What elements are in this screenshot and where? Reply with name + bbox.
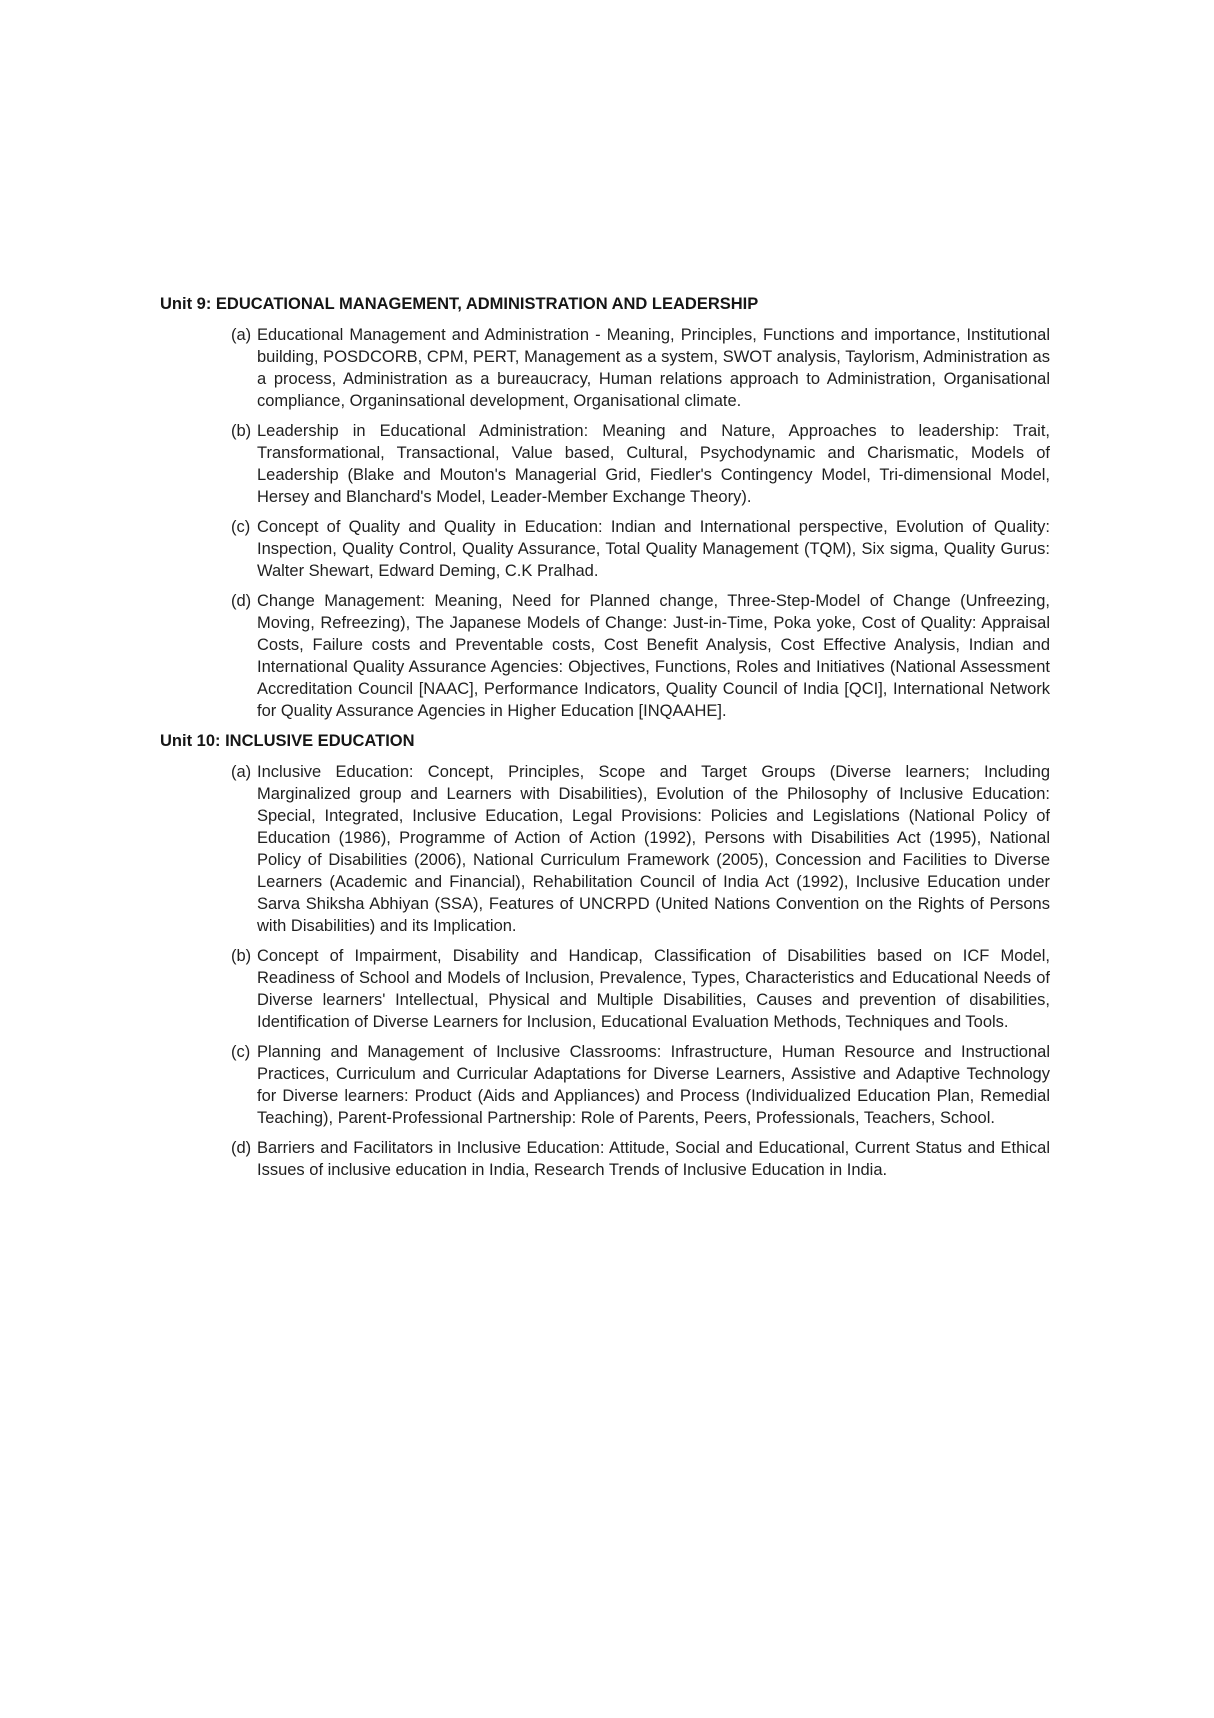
item-marker: (c) (231, 518, 251, 536)
item-text: Planning and Management of Inclusive Classrooms: Infrastructure, Human Resource and Instructional Practices, Curriculum and Curricular Adaptations for Diverse Learners, Assistive and Adaptive Technology for Diverse learners: Product (Aids and Appliances) and Process (Individualized Education Plan, Remedial Teaching), Parent-Professional Partnership: Role of Parents, Peers, Professionals, Teachers, School. (257, 1043, 1050, 1127)
item-marker: (d) (231, 592, 252, 610)
item-text: Inclusive Education: Concept, Principles, Scope and Target Groups (Diverse learners; Including Marginalized group and Learners with Disabilities), Evolution of the Philosophy of Inclusive Education: Special, Integrated, Inclusive Education, Legal Provisions: Policies and Legislations (National Policy of Education (1986), Programme of Action of Action (1992), Persons with Disabilities Act (1995), National Policy of Disabilities (2006), National Curriculum Framework (2005), Concession and Facilities to Diverse Learners (Academic and Financial), Rehabilitation Council of India Act (1992), Inclusive Education under Sarva Shiksha Abhiyan (SSA), Features of UNCRPD (United Nations Convention on the Rights of Persons with Disabilities) and its Implication. (257, 763, 1050, 935)
item-text: Concept of Impairment, Disability and Handicap, Classification of Disabilities based on ICF Model, Readiness of School and Models of Inclusion, Prevalence, Types, Characteristics and Educational Needs of Diverse learners' Intellectual, Physical and Multiple Disabilities, Causes and prevention of disabilities, Identification of Diverse Learners for Inclusion, Educational Evaluation Methods, Techniques and Tools. (257, 947, 1050, 1031)
section-heading-unit-9: Unit 9: EDUCATIONAL MANAGEMENT, ADMINISTRATION AND LEADERSHIP (160, 295, 759, 313)
item-text: Concept of Quality and Quality in Education: Indian and International perspective, Evolution of Quality: Inspection, Quality Control, Quality Assurance, Total Quality Management (TQM), Six sigma, Quality Gurus: Walter Shewart, Edward Deming, C.K Pralhad. (257, 518, 1050, 580)
syllabus-content (160, 293, 1050, 1189)
section-unit-10 (160, 730, 1050, 1181)
item-marker: (a) (231, 326, 252, 344)
syllabus-item (160, 761, 1050, 937)
item-marker: (c) (231, 1043, 251, 1061)
syllabus-item (160, 1137, 1050, 1181)
section-unit-9 (160, 293, 1050, 722)
item-marker: (b) (231, 947, 252, 965)
item-marker: (b) (231, 422, 252, 440)
syllabus-item (160, 420, 1050, 508)
syllabus-item (160, 945, 1050, 1033)
syllabus-item (160, 1041, 1050, 1129)
item-text: Barriers and Facilitators in Inclusive Education: Attitude, Social and Educational, Current Status and Ethical Issues of inclusive education in India, Research Trends of Inclusive Education in India. (257, 1139, 1050, 1179)
syllabus-item (160, 324, 1050, 412)
item-text: Educational Management and Administration - Meaning, Principles, Functions and importance, Institutional building, POSDCORB, CPM, PERT, Management as a system, SWOT analysis, Taylorism, Administration as a process, Administration as a bureaucracy, Human relations approach to Administration, Organisational compliance, Organinsational development, Organisational climate. (257, 326, 1050, 410)
item-text: Leadership in Educational Administration: Meaning and Nature, Approaches to leadership: Trait, Transformational, Transactional, Value based, Cultural, Psychodynamic and Charismatic, Models of Leadership (Blake and Mouton's Managerial Grid, Fiedler's Contingency Model, Tri-dimensional Model, Hersey and Blanchard's Model, Leader-Member Exchange Theory). (257, 422, 1050, 506)
item-marker: (d) (231, 1139, 252, 1157)
item-marker: (a) (231, 763, 252, 781)
item-text: Change Management: Meaning, Need for Planned change, Three-Step-Model of Change (Unfreezing, Moving, Refreezing), The Japanese Models of Change: Just-in-Time, Poka yoke, Cost of Quality: Appraisal Costs, Failure costs and Preventable costs, Cost Benefit Analysis, Cost Effective Analysis, Indian and International Quality Assurance Agencies: Objectives, Functions, Roles and Initiatives (National Assessment Accreditation Council [NAAC], Performance Indicators, Quality Council of India [QCI], International Network for Quality Assurance Agencies in Higher Education [INQAAHE]. (257, 592, 1050, 720)
syllabus-item (160, 516, 1050, 582)
syllabus-item (160, 590, 1050, 722)
section-heading-unit-10: Unit 10: INCLUSIVE EDUCATION (160, 732, 415, 750)
